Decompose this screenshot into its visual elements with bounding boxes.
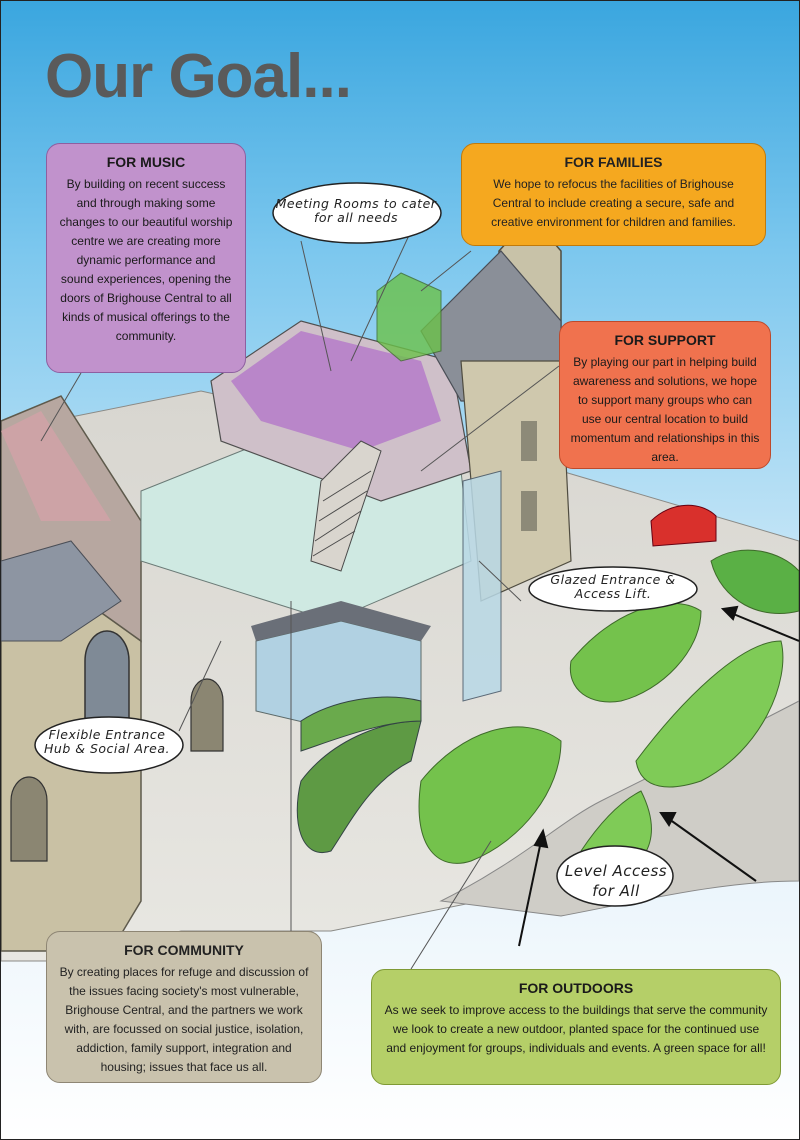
support-text: By playing our part in helping build awareness and solutions, we hope to support many groups who can use our central location to build momentum and relationships in this area.: [570, 355, 760, 464]
meeting-rooms-callout: Meeting Rooms to cater for all needs: [275, 196, 437, 225]
community-heading: FOR COMMUNITY: [124, 942, 244, 958]
music-heading: FOR MUSIC: [106, 154, 186, 170]
for-support-panel: [559, 321, 771, 469]
music-text: By building on recent success and through making some changes to our beautiful worship centre we are creating more dynamic performance and sound experiences, opening the doors of Brighouse Central to all kinds of musical offerings to the community.: [59, 177, 233, 343]
level-access-callout: Level Access for All: [564, 862, 668, 900]
glazed-entrance-callout: Glazed Entrance & Access Lift.: [550, 572, 676, 601]
community-text: By creating places for refuge and discussion of the issues facing society's most vulnerable, Brighouse Central, and the partners we work with, are focussed on social justice, isolation, addiction, family support, integration and housing; issues that face us all.: [59, 965, 309, 1074]
support-heading: FOR SUPPORT: [614, 332, 716, 348]
for-families-panel: [461, 143, 766, 246]
outdoors-heading: FOR OUTDOORS: [518, 980, 634, 996]
for-community-panel: [46, 931, 322, 1083]
families-heading: FOR FAMILIES: [564, 154, 663, 170]
for-music-panel: [46, 143, 246, 373]
for-outdoors-panel: [371, 969, 781, 1085]
outdoors-text: As we seek to improve access to the buildings that serve the community we look to create a new outdoor, planted space for the continued use and enjoyment for groups, individuals and events. A green space for all!: [384, 1003, 768, 1055]
page-title: Our Goal...: [45, 42, 351, 111]
flexible-hub-callout: Flexible Entrance Hub & Social Area.: [44, 727, 170, 756]
families-text: We hope to refocus the facilities of Brighouse Central to include creating a secure, safe and creative environment for children and families.: [491, 177, 736, 229]
